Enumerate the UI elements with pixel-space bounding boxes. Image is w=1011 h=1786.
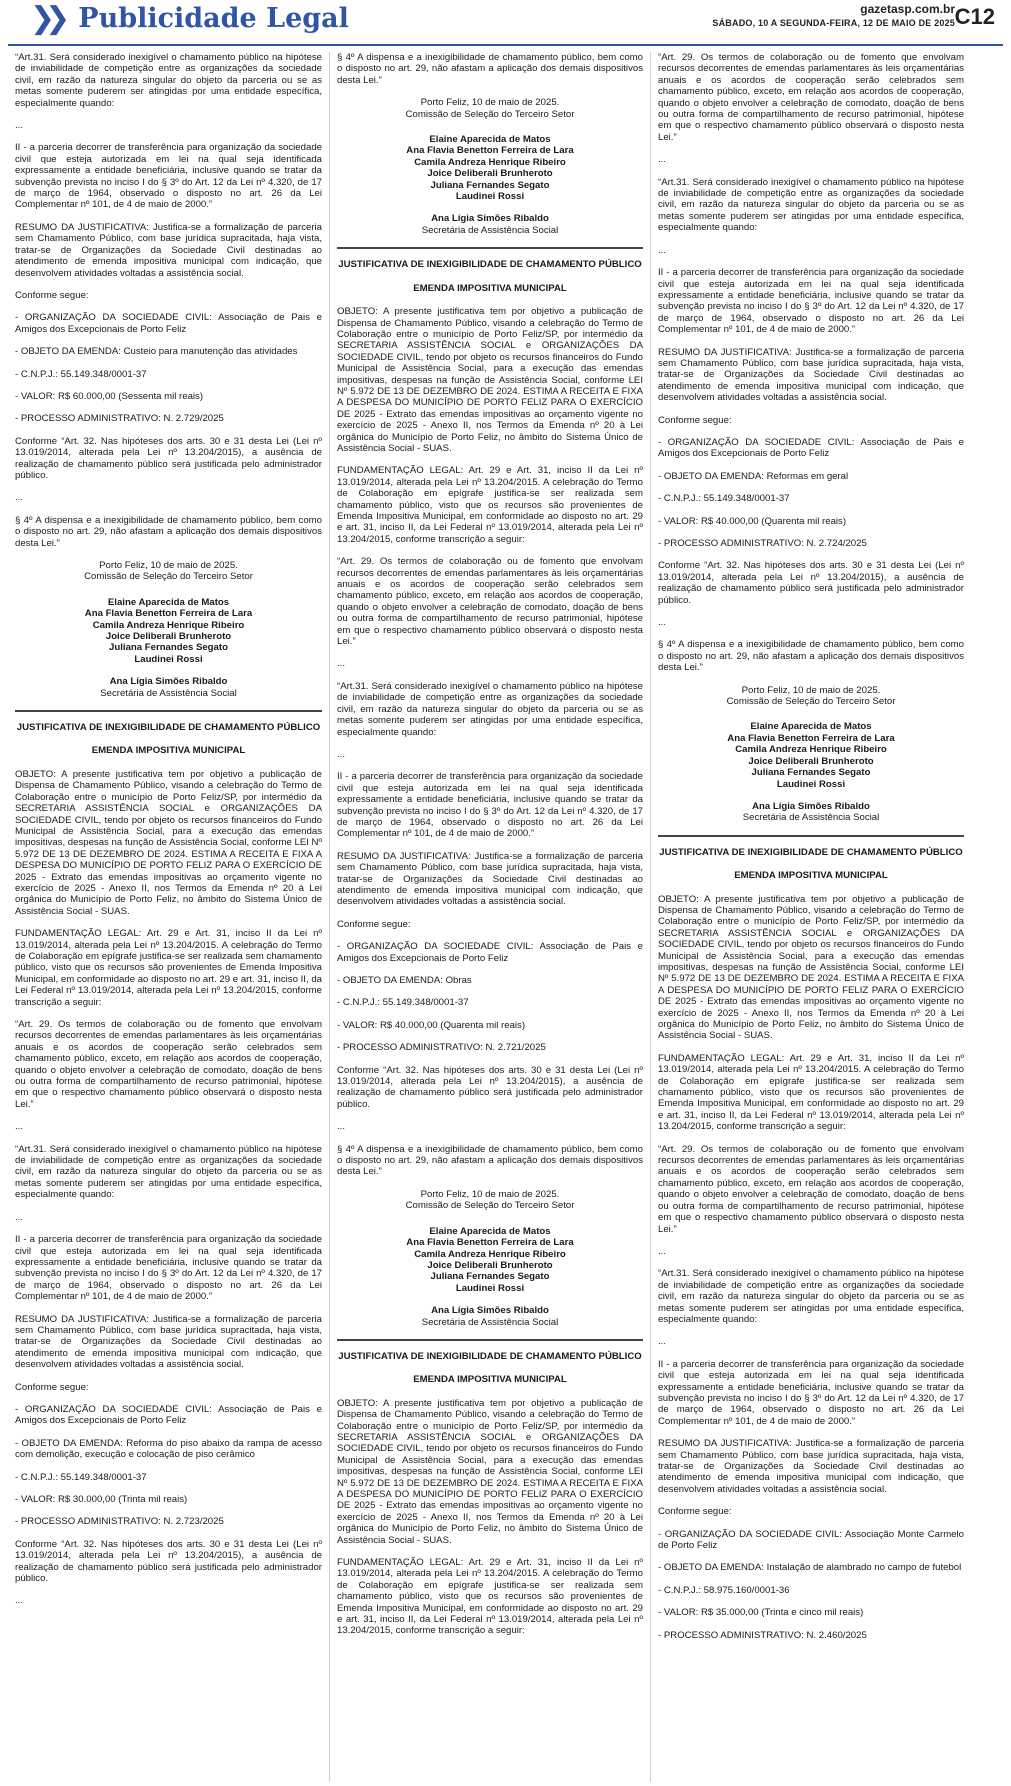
signers-list [658, 721, 964, 789]
paragraph: II - a parceria decorrer de transferência para organização da sociedade civil que esteja autorizada em lei na qual seja identificada expressamente a entidade beneficiária, inclusive quando se tratar da subvenção prevista no inciso I do § 3º do Art. 12 da Lei nº 4.320, de 17 de março de 1964, observado o disposto no art. 26 da Lei Complementar nº 101, de 4 de maio de 2000.” [15, 1234, 322, 1303]
committee-name: Comissão de Seleção do Terceiro Setor [405, 108, 575, 120]
secretary-role: Secretária de Assistência Social [421, 224, 559, 236]
signer-name: Laudinei Rossi [134, 653, 203, 665]
signer-name: Ana Flavia Benetton Ferreira de Lara [406, 1237, 574, 1249]
columns [8, 46, 1003, 1782]
paragraph: “Art.31. Será considerado inexigível o chamamento público na hipótese de inviabilidade de competição entre as organizações da sociedade civil, em razão da natureza singular do objeto da parceria ou se as metas somente puderem ser atingidas por uma entidade específica, especialmente quando: [15, 52, 322, 109]
ellipsis: ... [15, 120, 23, 132]
notice-subheading: EMENDA IMPOSITIVA MUNICIPAL [413, 1374, 567, 1386]
ellipsis: ... [658, 154, 666, 166]
ellipsis: ... [15, 1121, 23, 1133]
notice-heading: JUSTIFICATIVA DE INEXIGIBILIDADE DE CHAMAMENTO PÚBLICO [338, 1350, 642, 1362]
paragraph: II - a parceria decorrer de transferência para organização da sociedade civil que esteja autorizada em lei na qual seja identificada expressamente a entidade beneficiária, inclusive quando se tratar da subvenção prevista no inciso I do § 3º do Art. 12 da Lei nº 4.320, de 17 de março de 1964, observado o disposto no art. 26 da Lei Complementar nº 101, de 4 de maio de 2000.” [658, 267, 964, 336]
site-url: gazetasp.com.br [860, 2, 955, 16]
paragraph: - OBJETO DA EMENDA: Reforma do piso abaixo da rampa de acesso com demolição, execução e colocação de piso cerâmico [15, 1437, 322, 1461]
signer-name: Elaine Aparecida de Matos [750, 721, 872, 733]
signer-name: Camila Andreza Henrique Ribeiro [414, 156, 566, 168]
secretary-signature [15, 676, 322, 699]
signers-list [337, 134, 643, 202]
ellipsis: ... [337, 748, 345, 760]
signer-name: Laudinei Rossi [455, 1282, 525, 1294]
place-date: Porto Feliz, 10 de maio de 2025. [420, 97, 560, 109]
signers-list [15, 597, 322, 665]
paragraph: - C.N.P.J.: 55.149.348/0001-37 [15, 1471, 147, 1483]
place-date: Porto Feliz, 10 de maio de 2025. [741, 684, 881, 696]
page-number: C12 [954, 4, 995, 29]
masthead [8, 0, 1003, 46]
signer-name: Elaine Aparecida de Matos [429, 1225, 551, 1237]
paragraph: - OBJETO DA EMENDA: Obras [337, 975, 472, 986]
ellipsis: ... [15, 1595, 23, 1607]
paragraph: “Art.31. Será considerado inexigível o chamamento público na hipótese de inviabilidade de competição entre as organizações da sociedade civil, em razão da natureza singular do objeto da parceria ou se as metas somente puderem ser atingidas por uma entidade específica, especialmente quando: [658, 1268, 964, 1325]
paragraph: Conforme segue: [337, 918, 411, 930]
paragraph: “Art.31. Será considerado inexigível o chamamento público na hipótese de inviabilidade de competição entre as organizações da sociedade civil, em razão da natureza singular do objeto da parceria ou se as metas somente puderem ser atingidas por uma entidade específica, especialmente quando: [15, 1143, 322, 1201]
signer-name: Joice Deliberali Brunheroto [427, 1259, 553, 1271]
ellipsis: ... [337, 658, 345, 670]
secretary-name: Ana Lígia Simões Ribaldo [109, 676, 228, 688]
secretary-name: Ana Lígia Simões Ribaldo [431, 1305, 549, 1317]
paragraph: - OBJETO DA EMENDA: Custeio para manutenção das atividades [15, 346, 298, 358]
signer-name: Joice Deliberali Brunheroto [748, 755, 874, 767]
paragraph: FUNDAMENTAÇÃO LEGAL: Art. 29 e Art. 31, inciso II da Lei nº 13.019/2014, alterada pela Lei nº 13.204/2015. A celebração do Termo de Colaboração em epígrafe justifica-se ser realizada sem chamamento público, visto que os recursos são provenientes de Emenda Impositiva Municipal, em conformidade ao disposto no art. 29 e art. 31, inciso II, da Lei Federal nº 13.019/2014, alterada pela Lei nº 13.204/2015, conforme transcrição a seguir: [337, 465, 643, 545]
paragraph: II - a parceria decorrer de transferência para organização da sociedade civil que esteja autorizada em lei na qual seja identificada expressamente a entidade beneficiária, inclusive quando se tratar da subvenção prevista no inciso I do § 3º do Art. 12 da Lei nº 4.320, de 17 de março de 1964, observado o disposto no art. 26 da Lei Complementar nº 101, de 4 de maio de 2000.” [658, 1358, 964, 1427]
paragraph: - VALOR: R$ 40.000,00 (Quarenta mil reais) [658, 515, 847, 527]
paragraph: - VALOR: R$ 60.000,00 (Sessenta mil reais) [15, 390, 204, 402]
paragraph: OBJETO: A presente justificativa tem por objetivo a publicação de Dispensa de Chamamento Público, visando a celebração do Termo de Colaboração entre o município de Porto Feliz/SP, por intermédio da SECRETARIA ASSISTÊNCIA SOCIAL e ORGANIZAÇÕES DA SOCIEDADE CIVIL, tendo por objeto os recursos financeiros do Fundo Municipal de Assistência Social, para a execução das emendas impositivas, despesas na função de Assistência Social, conforme LEI Nº 5.972 DE 13 DE DEZEMBRO DE 2024. ESTIMA A RECEITA E FIXA A DESPESA DO MUNICÍPIO DE PORTO FELIZ PARA O EXERCÍCIO DE 2025 - Extrato das emendas impositivas ao orçamento vigente no exercício de 2025 - Anexo II, nos Termos da Emenda nº 20 à Lei orgânica do Município de Porto Feliz, no âmbito do Sistema Único de Assistência Social - SUAS. [15, 768, 322, 917]
column-1 [8, 52, 329, 1782]
paragraph: § 4º A dispensa e a inexigibilidade de chamamento público, bem como o disposto no art. 29, não afastam a aplicação dos demais dispositivos desta Lei.” [15, 514, 322, 549]
paragraph: - VALOR: R$ 35.000,00 (Trinta e cinco mil reais) [658, 1607, 864, 1619]
paragraph: - PROCESSO ADMINISTRATIVO: N. 2.460/2025 [658, 1629, 867, 1641]
paragraph: RESUMO DA JUSTIFICATIVA: Justifica-se a formalização de parceria sem Chamamento Público, com base jurídica supracitada, haja vista, tratar-se de Organizações da Sociedade Civil destinadas ao atendimento de emenda impositiva municipal com indicação, que desenvolvem atividades voltadas a assistência social. [15, 1313, 322, 1371]
paragraph: Conforme segue: [658, 414, 732, 426]
secretary-role: Secretária de Assistência Social [100, 687, 237, 699]
paragraph: “Art. 29. Os termos de colaboração ou de fomento que envolvam recursos decorrentes de emendas parlamentares às leis orçamentárias anuais e os acordos de cooperação serão celebrados sem chamamento público, exceto, em relação aos acordos de cooperação, quando o objeto envolver a celebração de comodato, doação de bens ou outra forma de compartilhamento de recurso patrimonial, hipótese em que o respectivo chamamento público observará o disposto nesta Lei.” [658, 52, 964, 143]
signer-name: Juliana Fernandes Segato [430, 1271, 550, 1283]
paragraph: OBJETO: A presente justificativa tem por objetivo a publicação de Dispensa de Chamamento Público, visando a celebração do Termo de Colaboração entre o município de Porto Feliz/SP, por intermédio da SECRETARIA ASSISTÊNCIA SOCIAL e ORGANIZAÇÕES DA SOCIEDADE CIVIL, tendo por objeto os recursos financeiros do Fundo Municipal de Assistência Social, para a execução das emendas impositivas, despesas na função de Assistência Social, conforme LEI Nº 5.972 DE 13 DE DEZEMBRO DE 2024. ESTIMA A RECEITA E FIXA A DESPESA DO MUNICÍPIO DE PORTO FELIZ PARA O EXERCÍCIO DE 2025 - Extrato das emendas impositivas ao orçamento vigente no exercício de 2025 - Anexo II, nos Termos da Emenda nº 20 à Lei orgânica do Município de Porto Feliz, no âmbito do Sistema Único de Assistência Social - SUAS. [337, 306, 643, 454]
ellipsis: ... [658, 244, 666, 256]
signer-name: Elaine Aparecida de Matos [429, 134, 551, 146]
paragraph: OBJETO: A presente justificativa tem por objetivo a publicação de Dispensa de Chamamento Público, visando a celebração do Termo de Colaboração entre o município de Porto Feliz/SP, por intermédio da SECRETARIA ASSISTÊNCIA SOCIAL e ORGANIZAÇÕES DA SOCIEDADE CIVIL, tendo por objeto os recursos financeiros do Fundo Municipal de Assistência Social, para a execução das emendas impositivas, despesas na função de Assistência Social, conforme LEI Nº 5.972 DE 13 DE DEZEMBRO DE 2024. ESTIMA A RECEITA E FIXA A DESPESA DO MUNICÍPIO DE PORTO FELIZ PARA O EXERCÍCIO DE 2025 - Extrato das emendas impositivas ao orçamento vigente no exercício de 2025 - Anexo II, nos Termos da Emenda nº 20 à Lei orgânica do Município de Porto Feliz, no âmbito do Sistema Único de Assistência Social - SUAS. [658, 893, 964, 1042]
paragraph: - PROCESSO ADMINISTRATIVO: N. 2.723/2025 [15, 1516, 224, 1528]
signer-name: Laudinei Rossi [455, 191, 525, 203]
section-divider [658, 835, 964, 837]
site-info [712, 2, 955, 28]
secretary-signature [658, 801, 964, 824]
paragraph: - ORGANIZAÇÃO DA SOCIEDADE CIVIL: Associação de Pais e Amigos dos Excepcionais de Porto Feliz [15, 1403, 322, 1427]
signer-name: Juliana Fernandes Segato [109, 642, 228, 654]
paragraph: Conforme “Art. 32. Nas hipóteses dos arts. 30 e 31 desta Lei (Lei nº 13.019/2014, alterada pela Lei nº 13.204/2015), a ausência de realização de chamamento público será justificada pelo administrador público. [337, 1064, 643, 1110]
section-divider [15, 710, 322, 712]
secretary-name: Ana Lígia Simões Ribaldo [752, 800, 870, 812]
paragraph: - ORGANIZAÇÃO DA SOCIEDADE CIVIL: Associação de Pais e Amigos dos Excepcionais de Porto Feliz [337, 941, 643, 964]
paragraph: FUNDAMENTAÇÃO LEGAL: Art. 29 e Art. 31, inciso II da Lei nº 13.019/2014, alterada pela Lei nº 13.204/2015. A celebração do Termo de Colaboração em epígrafe justifica-se ser realizada sem chamamento público, visto que os recursos são provenientes de Emenda Impositiva Municipal, em conformidade ao disposto no art. 29 e art. 31, inciso II, da Lei Federal nº 13.019/2014, alterada pela Lei nº 13.204/2015, conforme transcrição a seguir: [658, 1052, 964, 1133]
paragraph: § 4º A dispensa e a inexigibilidade de chamamento público, bem como o disposto no art. 29, não afastam a aplicação dos demais dispositivos desta Lei.” [337, 52, 643, 86]
paragraph: - PROCESSO ADMINISTRATIVO: N. 2.729/2025 [15, 413, 224, 425]
section-title-text: Publicidade Legal [78, 3, 349, 34]
secretary-signature [337, 213, 643, 236]
signer-name: Camila Andreza Henrique Ribeiro [92, 619, 245, 631]
paragraph: Conforme “Art. 32. Nas hipóteses dos arts. 30 e 31 desta Lei (Lei nº 13.019/2014, alterada pela Lei nº 13.204/2015), a ausência de realização de chamamento público será justificada pelo administrador público. [658, 560, 964, 606]
ellipsis: ... [15, 492, 23, 504]
signer-name: Joice Deliberali Brunheroto [105, 631, 232, 643]
paragraph: § 4º A dispensa e a inexigibilidade de chamamento público, bem como o disposto no art. 29, não afastam a aplicação dos demais dispositivos desta Lei.” [337, 1143, 643, 1178]
paragraph: - ORGANIZAÇÃO DA SOCIEDADE CIVIL: Associação de Pais e Amigos dos Excepcionais de Porto Feliz [658, 436, 964, 460]
paragraph: II - a parceria decorrer de transferência para organização da sociedade civil que esteja autorizada em lei na qual seja identificada expressamente a entidade beneficiária, inclusive quando se tratar da subvenção prevista no inciso I do § 3º do Art. 12 da Lei nº 4.320, de 17 de março de 1964, observado o disposto no art. 26 da Lei Complementar nº 101, de 4 de maio de 2000.” [15, 142, 322, 211]
notice-subheading: EMENDA IMPOSITIVA MUNICIPAL [91, 745, 246, 757]
paragraph: “Art.31. Será considerado inexigível o chamamento público na hipótese de inviabilidade de competição entre as organizações da sociedade civil, em razão da natureza singular do objeto da parceria ou se as metas somente puderem ser atingidas por uma entidade específica, especialmente quando: [658, 176, 964, 234]
secretary-name: Ana Lígia Simões Ribaldo [431, 213, 549, 225]
column-3 [650, 52, 971, 1782]
committee-name: Comissão de Seleção do Terceiro Setor [84, 571, 253, 583]
paragraph: Conforme segue: [15, 289, 89, 301]
committee-name: Comissão de Seleção do Terceiro Setor [405, 1200, 575, 1212]
secretary-role: Secretária de Assistência Social [742, 812, 880, 824]
paragraph: - OBJETO DA EMENDA: Instalação de alambrado no campo de futebol [658, 1562, 962, 1574]
paragraph: RESUMO DA JUSTIFICATIVA: Justifica-se a formalização de parceria sem Chamamento Público, com base jurídica supracitada, haja vista, tratar-se de Organizações da Sociedade Civil destinadas ao atendimento de emenda impositiva municipal com indicação, que desenvolvem atividades voltadas a assistência social. [658, 1438, 964, 1495]
issue-date: SÁBADO, 10 A SEGUNDA-FEIRA, 12 DE MAIO DE 2025 [712, 18, 955, 28]
paragraph: FUNDAMENTAÇÃO LEGAL: Art. 29 e Art. 31, inciso II da Lei nº 13.019/2014, alterada pela Lei nº 13.204/2015. A celebração do Termo de Colaboração em epígrafe justifica-se ser realizada sem chamamento público, visto que os recursos são provenientes de Emenda Impositiva Municipal, em conformidade ao disposto no art. 29 e art. 31, inciso II, da Lei Federal nº 13.019/2014, alterada pela Lei nº 13.204/2015, conforme transcrição a seguir: [15, 928, 322, 1008]
notice-subheading: EMENDA IMPOSITIVA MUNICIPAL [734, 870, 888, 882]
signer-name: Ana Flavia Benetton Ferreira de Lara [406, 145, 574, 157]
committee-name: Comissão de Seleção do Terceiro Setor [726, 696, 896, 708]
paragraph: Conforme segue: [658, 1506, 732, 1518]
section-title [30, 2, 349, 36]
section-divider [337, 247, 643, 249]
ellipsis: ... [658, 1336, 666, 1348]
section-divider [337, 1339, 643, 1341]
ellipsis: ... [15, 1211, 23, 1223]
paragraph: § 4º A dispensa e a inexigibilidade de chamamento público, bem como o disposto no art. 29, não afastam a aplicação dos demais dispositivos desta Lei.” [658, 639, 964, 674]
paragraph: - PROCESSO ADMINISTRATIVO: N. 2.721/2025 [337, 1042, 546, 1054]
paragraph: II - a parceria decorrer de transferência para organização da sociedade civil que esteja autorizada em lei na qual seja identificada expressamente a entidade beneficiária, inclusive quando se tratar da subvenção prevista no inciso I do § 3º do Art. 12 da Lei nº 4.320, de 17 de março de 1964, observado o disposto no art. 26 da Lei Complementar nº 101, de 4 de maio de 2000.” [337, 771, 643, 840]
ellipsis: ... [658, 617, 666, 629]
paragraph: - C.N.P.J.: 55.149.348/0001-37 [337, 997, 469, 1009]
paragraph: - ORGANIZAÇÃO DA SOCIEDADE CIVIL: Associação de Pais e Amigos dos Excepcionais de Porto Feliz [15, 312, 322, 335]
signer-name: Juliana Fernandes Segato [430, 179, 550, 191]
paragraph: RESUMO DA JUSTIFICATIVA: Justifica-se a formalização de parceria sem Chamamento Público, com base jurídica supracitada, haja vista, tratar-se de Organizações da Sociedade Civil destinadas ao atendimento de emenda impositiva municipal com indicação, que desenvolvem atividades voltadas a assistência social. [658, 346, 964, 404]
paragraph: - C.N.P.J.: 58.975.160/0001-36 [658, 1584, 790, 1596]
paragraph: - C.N.P.J.: 55.149.348/0001-37 [658, 493, 790, 505]
ellipsis: ... [658, 1245, 666, 1257]
signer-name: Laudinei Rossi [776, 778, 846, 790]
paragraph: “Art. 29. Os termos de colaboração ou de fomento que envolvam recursos decorrentes de emendas parlamentares às leis orçamentárias anuais e os acordos de cooperação serão celebrados sem chamamento público, exceto, em relação aos acordos de cooperação, quando o objeto envolver a celebração de comodato, doação de bens ou outra forma de compartilhamento de recurso patrimonial, hipótese em que o respectivo chamamento público observará o disposto nesta Lei.” [337, 556, 643, 648]
paragraph: - ORGANIZAÇÃO DA SOCIEDADE CIVIL: Associação Monte Carmelo de Porto Feliz [658, 1528, 964, 1552]
paragraph: RESUMO DA JUSTIFICATIVA: Justifica-se a formalização de parceria sem Chamamento Público, com base jurídica supracitada, haja vista, tratar-se de Organizações da Sociedade Civil destinadas ao atendimento de emenda impositiva municipal com indicação, que desenvolvem atividades voltadas a assistência social. [337, 850, 643, 908]
paragraph: - VALOR: R$ 40.000,00 (Quarenta mil reais) [337, 1019, 526, 1031]
signer-name: Camila Andreza Henrique Ribeiro [735, 744, 887, 756]
paragraph: “Art. 29. Os termos de colaboração ou de fomento que envolvam recursos decorrentes de emendas parlamentares às leis orçamentárias anuais e os acordos de cooperação serão celebrados sem chamamento público, exceto, em relação aos acordos de cooperação, quando o objeto envolver a celebração de comodato, doação de bens ou outra forma de compartilhamento de recurso patrimonial, hipótese em que o respectivo chamamento público observará o disposto nesta Lei.” [15, 1019, 322, 1110]
notice-heading: JUSTIFICATIVA DE INEXIGIBILIDADE DE CHAMAMENTO PÚBLICO [338, 259, 642, 271]
column-2 [329, 52, 650, 1782]
notice-heading: JUSTIFICATIVA DE INEXIGIBILIDADE DE CHAMAMENTO PÚBLICO [659, 846, 963, 858]
signer-name: Camila Andreza Henrique Ribeiro [414, 1248, 566, 1260]
paragraph: Conforme “Art. 32. Nas hipóteses dos arts. 30 e 31 desta Lei (Lei nº 13.019/2014, alterada pela Lei nº 13.204/2015), a ausência de realização de chamamento público será justificada pelo administrador público. [15, 1538, 322, 1585]
ellipsis: ... [337, 1121, 345, 1133]
signer-name: Ana Flavia Benetton Ferreira de Lara [727, 732, 895, 744]
paragraph: Conforme “Art. 32. Nas hipóteses dos arts. 30 e 31 desta Lei (Lei nº 13.019/2014, alterada pela Lei nº 13.204/2015), a ausência de realização de chamamento público será justificada pelo administrador público. [15, 435, 322, 481]
place-date: Porto Feliz, 10 de maio de 2025. [420, 1188, 560, 1200]
signer-name: Elaine Aparecida de Matos [107, 596, 230, 608]
paragraph: RESUMO DA JUSTIFICATIVA: Justifica-se a formalização de parceria sem Chamamento Público, com base jurídica supracitada, haja vista, tratar-se de Organizações da Sociedade Civil destinadas ao atendimento de emenda impositiva municipal com indicação, que desenvolvem atividades voltadas a assistência social. [15, 221, 322, 279]
paragraph: FUNDAMENTAÇÃO LEGAL: Art. 29 e Art. 31, inciso II da Lei nº 13.019/2014, alterada pela Lei nº 13.204/2015. A celebração do Termo de Colaboração em epígrafe justifica-se ser realizada sem chamamento público, visto que os recursos são provenientes de Emenda Impositiva Municipal, em conformidade ao disposto no art. 29 e art. 31, inciso II, da Lei Federal nº 13.019/2014, alterada pela Lei nº 13.204/2015, conforme transcrição a seguir: [337, 1557, 643, 1637]
double-chevron-icon: ❯❯ [30, 1, 61, 36]
signer-name: Joice Deliberali Brunheroto [427, 168, 553, 180]
paragraph: - PROCESSO ADMINISTRATIVO: N. 2.724/2025 [658, 538, 867, 549]
paragraph: “Art.31. Será considerado inexigível o chamamento público na hipótese de inviabilidade de competição entre as organizações da sociedade civil, em razão da natureza singular do objeto da parceria ou se as metas somente puderem ser atingidas por uma entidade específica, especialmente quando: [337, 680, 643, 738]
signer-name: Juliana Fernandes Segato [751, 767, 871, 779]
paragraph: Conforme segue: [15, 1381, 89, 1393]
paragraph: - C.N.P.J.: 55.149.348/0001-37 [15, 368, 147, 380]
secretary-signature [337, 1305, 643, 1328]
paragraph: - VALOR: R$ 30.000,00 (Trinta mil reais) [15, 1494, 188, 1505]
notice-heading: JUSTIFICATIVA DE INEXIGIBILIDADE DE CHAMAMENTO PÚBLICO [16, 722, 321, 734]
paragraph: “Art. 29. Os termos de colaboração ou de fomento que envolvam recursos decorrentes de emendas parlamentares às leis orçamentárias anuais e os acordos de cooperação serão celebrados sem chamamento público, exceto, em relação aos acordos de cooperação, quando o objeto envolver a celebração de comodato, doação de bens ou outra forma de compartilhamento de recurso patrimonial, hipótese em que o respectivo chamamento público observará o disposto nesta Lei.” [658, 1143, 964, 1235]
paragraph: - OBJETO DA EMENDA: Reformas em geral [658, 470, 849, 482]
notice-subheading: EMENDA IMPOSITIVA MUNICIPAL [413, 282, 567, 294]
paragraph: OBJETO: A presente justificativa tem por objetivo a publicação de Dispensa de Chamamento Público, visando a celebração do Termo de Colaboração entre o município de Porto Feliz/SP, por intermédio da SECRETARIA ASSISTÊNCIA SOCIAL e ORGANIZAÇÕES DA SOCIEDADE CIVIL, tendo por objeto os recursos financeiros do Fundo Municipal de Assistência Social, para a execução das emendas impositivas, despesas na função de Assistência Social, conforme LEI Nº 5.972 DE 13 DE DEZEMBRO DE 2024. ESTIMA A RECEITA E FIXA A DESPESA DO MUNICÍPIO DE PORTO FELIZ PARA O EXERCÍCIO DE 2025 - Extrato das emendas impositivas ao orçamento vigente no exercício de 2025 - Anexo II, nos Termos da Emenda nº 20 à Lei orgânica do Município de Porto Feliz, no âmbito do Sistema Único de Assistência Social - SUAS. [337, 1397, 643, 1546]
secretary-role: Secretária de Assistência Social [421, 1316, 559, 1328]
place-date: Porto Feliz, 10 de maio de 2025. [99, 560, 238, 571]
signer-name: Ana Flavia Benetton Ferreira de Lara [84, 608, 253, 620]
signers-list [337, 1226, 643, 1294]
